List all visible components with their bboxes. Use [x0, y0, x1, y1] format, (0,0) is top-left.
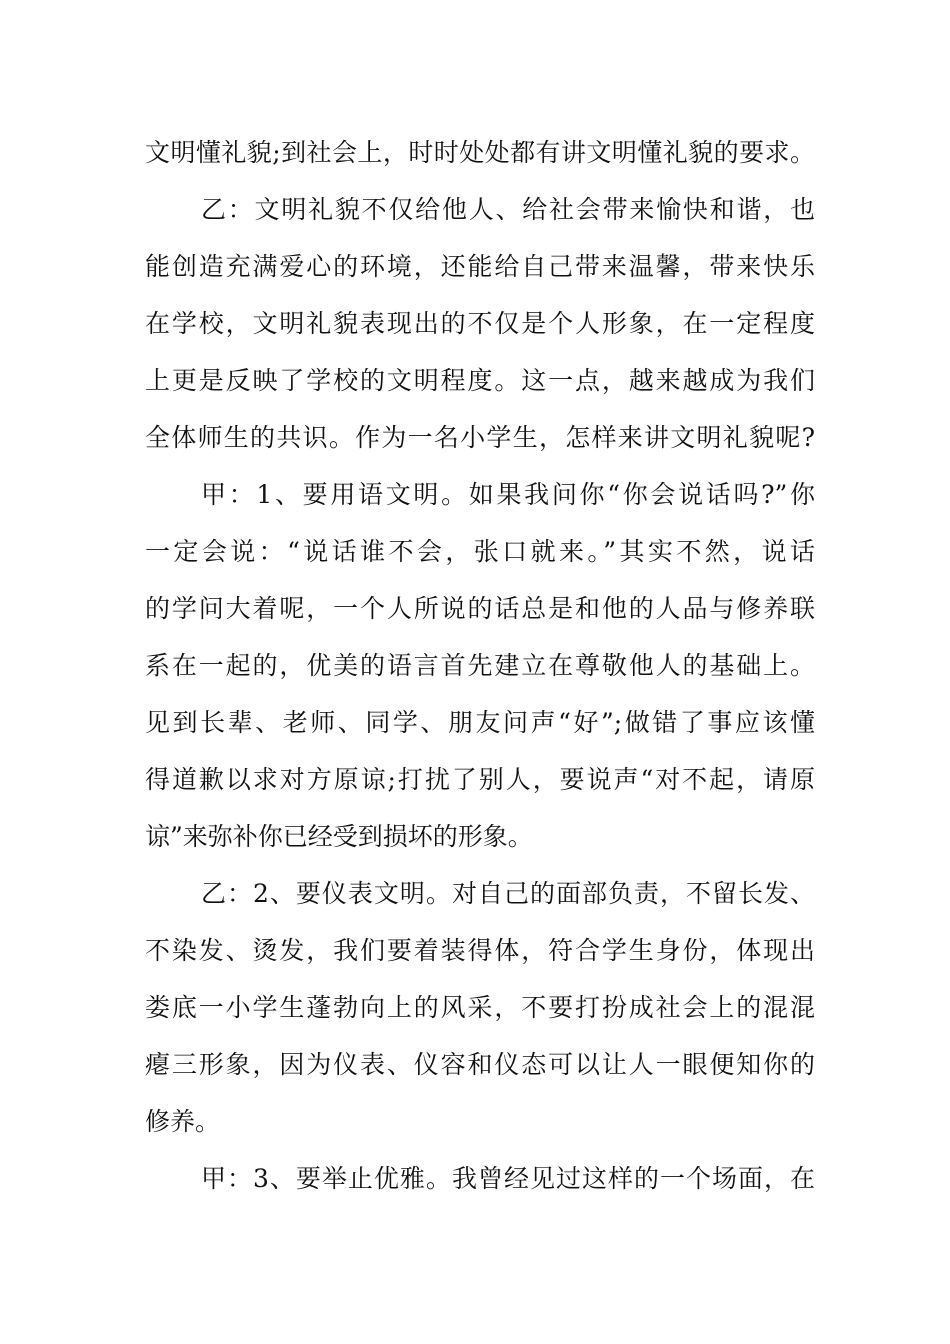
text-line: 瘪三形象，因为仪表、仪容和仪态可以让人一眼便知你的: [145, 1050, 815, 1079]
text-line: 全体师生的共识。作为一名小学生，怎样来讲文明礼貌呢?: [145, 423, 815, 452]
text-line: 系在一起的，优美的语言首先建立在尊敬他人的基础上。: [145, 651, 815, 680]
text-line: 不染发、烫发，我们要着装得体，符合学生身份，体现出: [145, 936, 815, 965]
text-line: 甲：1、要用语文明。如果我问你“你会说话吗?”你: [201, 480, 815, 509]
text-line: 修养。: [145, 1107, 221, 1136]
text-line: 文明懂礼貌;到社会上，时时处处都有讲文明懂礼貌的要求。: [145, 138, 815, 167]
text-line: 谅”来弥补你已经受到损坏的形象。: [145, 822, 533, 851]
text-line: 一定会说：“说话谁不会，张口就来。”其实不然，说话: [145, 537, 815, 566]
text-line: 上更是反映了学校的文明程度。这一点，越来越成为我们: [145, 366, 815, 395]
text-line: 能创造充满爱心的环境，还能给自己带来温馨，带来快乐: [145, 252, 815, 281]
text-line: 娄底一小学生蓬勃向上的风采，不要打扮成社会上的混混: [145, 993, 815, 1022]
text-line: 见到长辈、老师、同学、朋友问声“好”;做错了事应该懂: [145, 708, 815, 737]
text-line: 在学校，文明礼貌表现出的不仅是个人形象，在一定程度: [145, 309, 815, 338]
text-line: 的学问大着呢，一个人所说的话总是和他的人品与修养联: [145, 594, 815, 623]
text-line: 乙：文明礼貌不仅给他人、给社会带来愉快和谐，也: [201, 195, 815, 224]
text-line: 甲：3、要举止优雅。我曾经见过这样的一个场面，在: [201, 1164, 815, 1193]
text-line: 乙：2、要仪表文明。对自己的面部负责，不留长发、: [201, 879, 815, 908]
document-body: [145, 124, 815, 1207]
text-line: 得道歉以求对方原谅;打扰了别人，要说声“对不起，请原: [145, 765, 815, 794]
